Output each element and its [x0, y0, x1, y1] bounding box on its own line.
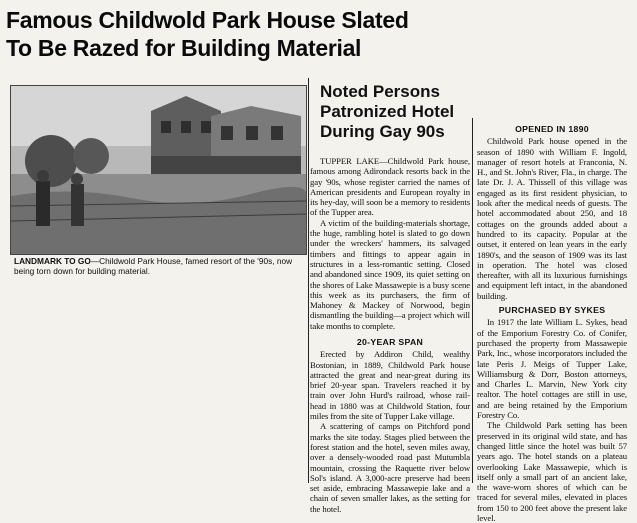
paragraph: A scattering of camps on Pitchford pond marks the site today. Stages plied between the forest station and the hotel, seven miles away, over a densely-wooded road past Mutumbla mountain, crossing the Raquette river below Sol's island. A 3,000-acre preserve had been set aside, embracing Massawepie lake and a chain of seven smaller lakes, as the setting for the hotel. — [310, 421, 470, 514]
subhead-line-2: Patronized Hotel — [320, 102, 455, 121]
paragraph: The Childwold Park setting has been preserved in its original wild state, and has changed little since the hotel was built 57 years ago. The hotel stands on a plateau overlooking Lake Massawepie, which is itself only a small part of an ancient lake, the wave-worn shores of which can be traced for several miles, elevated in places from 150 to 200 feet above the present lake level. — [477, 420, 627, 523]
paragraph: Erected by Addiron Child, wealthy Bostonian, in 1889, Childwold Park house attracted the great and near-great during its brief 20-year span. Travelers reached it by train over John Hurd's railroad, whose rail-head in 1880 was at Childwold Station, four miles from the site of Tupper Lake village. — [310, 349, 470, 422]
paragraph: TUPPER LAKE—Childwold Park house, famous among Adirondack resorts back in the gay '90s, whose register carried the names of American presidents and European royalty in its hey-day, will soon be a memory to residents of the Tupper area. — [310, 156, 470, 218]
subhead-line-1: Noted Persons — [320, 82, 440, 101]
headline-line-2: To Be Razed for Building Material — [6, 35, 362, 61]
hotel-photo — [10, 85, 307, 255]
section-heading: OPENED IN 1890 — [515, 124, 589, 134]
caption-text: —Childwold Park House, famed resort of the '90s, now being torn down for building material. — [14, 256, 293, 276]
headline — [6, 6, 446, 62]
article-column-1 — [310, 156, 470, 331]
paragraph: A victim of the building-materials shortage, the huge, rambling hotel is slated to go down under the wreckers' hammers, its salvaged timbers and fittings to appear again in structures in a less-romantic setting. Closed and abandoned since 1909, its quiet setting on the shores of Lake Massawepie is a busy scene this week as its purchasers, the firm of Mahoney & Mackey of Norwood, begin dismantling the building—a project which will take months to complete. — [310, 217, 470, 331]
caption-lead: LANDMARK TO GO — [14, 256, 91, 266]
article-column-2 — [477, 120, 627, 523]
article-column-1-continued — [310, 333, 470, 514]
headline-line-1: Famous Childwold Park House Slated — [6, 7, 409, 33]
section-heading: PURCHASED BY SYKES — [498, 305, 606, 316]
column-rule — [308, 78, 309, 483]
photo-caption — [14, 256, 304, 276]
subhead-line-3: During Gay 90s — [320, 122, 445, 141]
paragraph: Childwold Park house opened in the season of 1890 with William F. Ingold, manager of resort hotels at Franconia, N. H., and St. John's River, Fla., in charge. The late Dr. J. A. Thissell of this village was engaged as its first resident physician, to look after the medical needs of guests. The hotel accommodated about 250, and 18 cottages on the grounds added about a hundred to its capacity. Popular at the outset, it entered on lean years in the early 1890's, and the season of 1909 was its last in operation. The hotel was closed thereafter, with all its luxurious furnishings and equipment left intact, in the abandoned building. — [477, 136, 627, 301]
column-rule — [472, 118, 473, 483]
paragraph: In 1917 the late William L. Sykes, head of the Emporium Forestry Co. of Conifer, purchased the property from Massawepie Park, Inc., whose incorporators included the late Peris J. Meigs of Tupper Lake, Williamsburg & Dorr, Boston attorneys, and Charles L. Marvin, New York city realtor. The hotel cottages are still in use, and are being retained by the Emporium Forestry Co. — [477, 317, 627, 421]
subhead — [320, 82, 460, 142]
hotel-photo-image — [11, 86, 306, 254]
section-heading: 20-YEAR SPAN — [356, 337, 424, 347]
